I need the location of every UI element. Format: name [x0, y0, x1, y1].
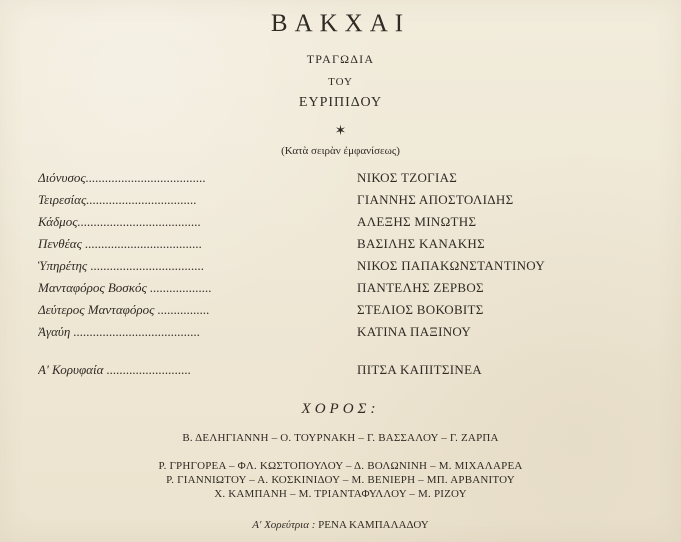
korufaia-actor: ΠΙΤΣΑ ΚΑΠΙΤΣΙΝΕΑ	[357, 362, 482, 377]
author-connector: ΤΟΥ	[328, 76, 353, 88]
cast-actor: ΝΙΚΟΣ ΤΖΟΓΙΑΣ	[357, 170, 458, 185]
leader-name: ΡΕΝΑ ΚΑΜΠΑΛΑΔΟΥ	[318, 519, 429, 531]
cast-actor: ΝΙΚΟΣ ΠΑΠΑΚΩΝΣΤΑΝΤΙΝΟΥ	[357, 258, 546, 273]
cast-row	[38, 214, 648, 236]
korufaia-row	[38, 362, 648, 384]
chorus-line-2: Ρ. ΓΡΗΓΟΡΕΑ – ΦΛ. ΚΩΣΤΟΠΟΥΛΟΥ – Δ. ΒΟΛΩΝΙΝΗ – Μ. ΜΙΧΑΛΑΡΕΑ	[158, 460, 523, 472]
ornament-icon: ✶	[334, 123, 347, 139]
cast-actor: ΣΤΕΛΙΟΣ ΒΟΚΟΒΙΤΣ	[357, 302, 484, 317]
leader-label: Α' Χορεύτρια :	[252, 519, 316, 531]
cast-actor: ΒΑΣΙΛΗΣ ΚΑΝΑΚΗΣ	[357, 236, 485, 251]
chorus-line-3: Ρ. ΓΙΑΝΝΙΩΤΟΥ – Α. ΚΟΣΚΙΝΙΔΟΥ – Μ. ΒΕΝΙΕΡΗ – ΜΠ. ΑΡΒΑΝΙΤΟΥ	[166, 474, 515, 486]
chorus-line-4: Χ. ΚΑΜΠΑΝΗ – Μ. ΤΡΙΑΝΤΑΦΥΛΛΟΥ – Μ. ΡΙΖΟΥ	[214, 488, 467, 500]
chorus-line-1: Β. ΔΕΛΗΓΙΑΝΝΗ – Ο. ΤΟΥΡΝΑΚΗ – Γ. ΒΑΣΣΑΛΟΥ – Γ. ΖΑΡΠΑ	[182, 432, 499, 444]
cast-role: Διόνυσος.....................................	[38, 170, 206, 185]
cast-role: Τειρεσίας..................................	[38, 192, 197, 207]
cast-row	[38, 302, 648, 324]
cast-actor: ΚΑΤΙΝΑ ΠΑΞΙΝΟΥ	[357, 324, 472, 339]
cast-role: Δεύτερος Μανταφόρος ................	[38, 302, 210, 317]
cast-role: Μανταφόρος Βοσκός ...................	[38, 280, 212, 295]
cast-list	[38, 170, 648, 346]
cast-role: Κάδμος......................................	[38, 214, 201, 229]
cast-role: Ἀγαύη .......................................	[38, 324, 201, 339]
cast-row	[38, 192, 648, 214]
page-title: ΒΑΚΧΑΙ	[270, 10, 411, 37]
cast-row	[38, 170, 648, 192]
korufaia-role: Α' Κορυφαία ..........................	[38, 362, 192, 377]
appearance-order-note: (Κατὰ σειρὰν ἐμφανίσεως)	[281, 145, 400, 157]
author-name: ΕΥΡΙΠΙΔΟΥ	[298, 95, 383, 110]
cast-role: Πενθέας ....................................	[38, 236, 203, 251]
chorus-title: ΧΟΡΟΣ:	[301, 401, 380, 417]
cast-row	[38, 236, 648, 258]
cast-actor: ΑΛΕΞΗΣ ΜΙΝΩΤΗΣ	[357, 214, 477, 229]
cast-role: Ὑπηρέτης ...................................	[38, 258, 205, 273]
cast-row	[38, 324, 648, 346]
cast-row	[38, 258, 648, 280]
play-genre: ΤΡΑΓΩΔΙΑ	[306, 52, 375, 66]
cast-row	[38, 280, 648, 302]
cast-actor: ΠΑΝΤΕΛΗΣ ΖΕΡΒΟΣ	[357, 280, 484, 295]
leader-line	[0, 519, 681, 531]
cast-actor: ΓΙΑΝΝΗΣ ΑΠΟΣΤΟΛΙΔΗΣ	[357, 192, 514, 207]
